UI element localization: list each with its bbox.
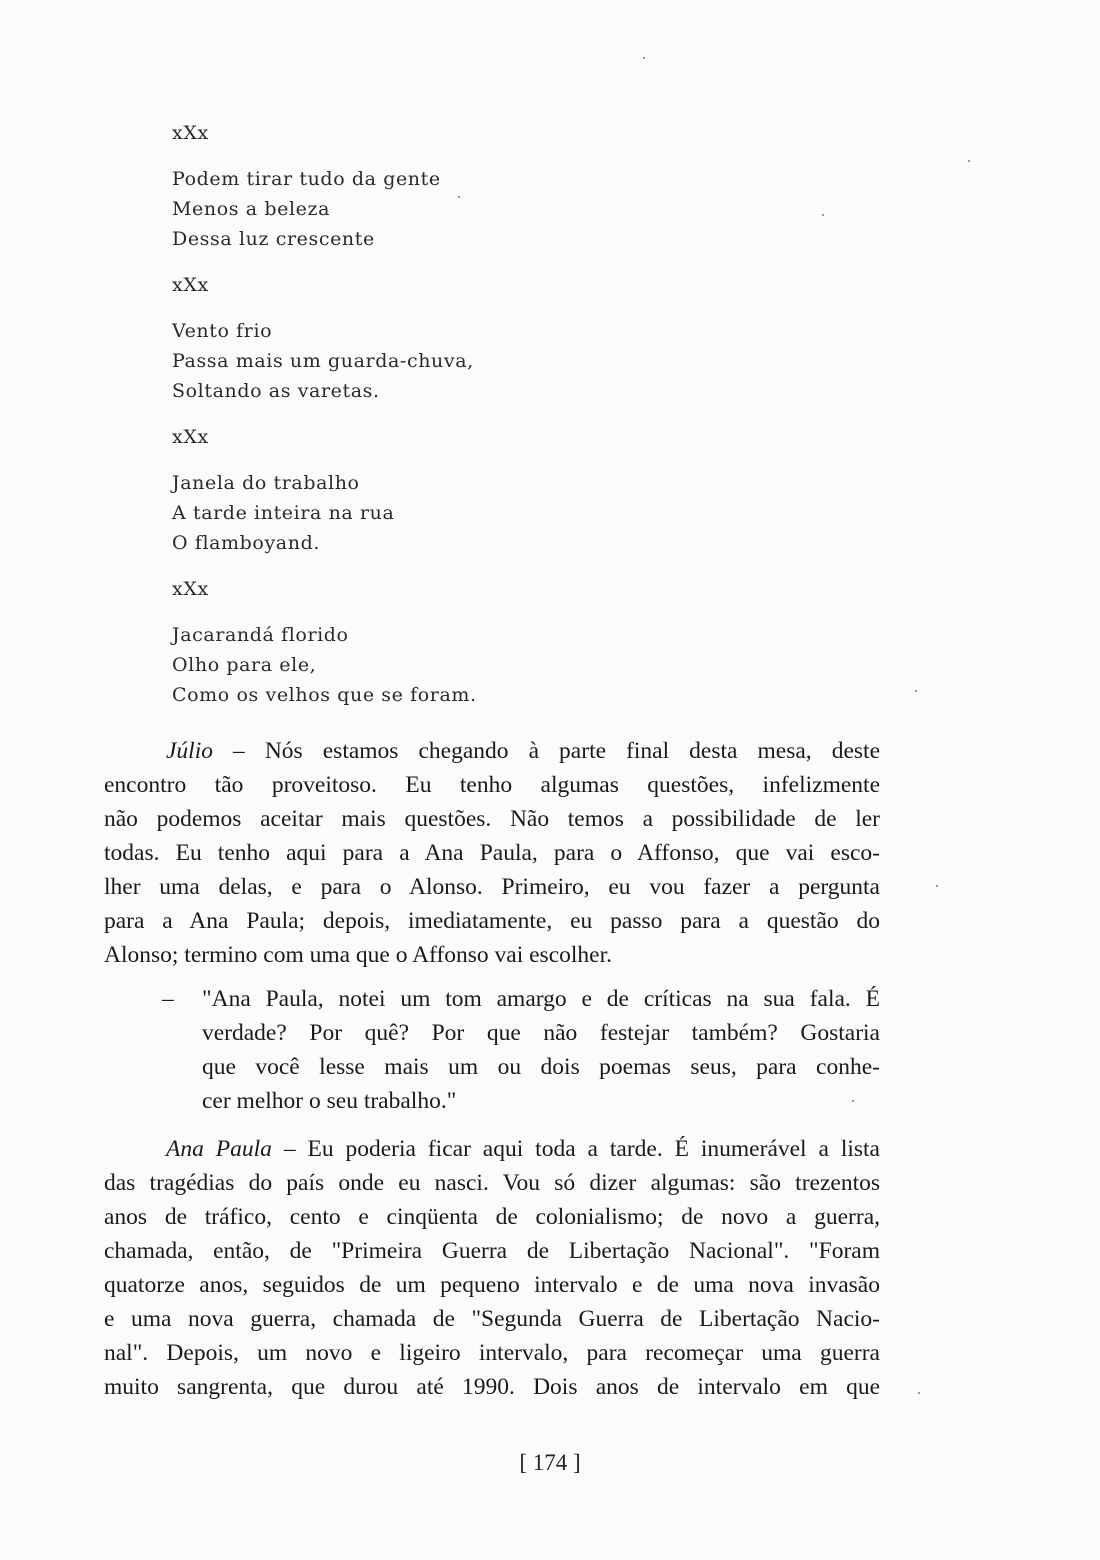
section-separator: xXx xyxy=(172,578,209,600)
poem-line: Olho para ele, xyxy=(172,654,317,676)
paragraph-line: e uma nova guerra, chamada de "Segunda Guerra de Libertação Nacio- xyxy=(104,1306,880,1332)
poem-line: Passa mais um guarda-chuva, xyxy=(172,350,474,372)
question-line: que você lesse mais um ou dois poemas seus, para conhe- xyxy=(202,1054,880,1080)
poem-line: Menos a beleza xyxy=(172,198,330,220)
poem-line: Soltando as varetas. xyxy=(172,380,380,402)
julio-paragraph xyxy=(104,734,880,972)
scan-speck xyxy=(643,57,645,59)
poem-line: Janela do trabalho xyxy=(172,472,360,494)
paragraph-line: lher uma delas, e para o Alonso. Primeiro, eu vou fazer a pergunta xyxy=(104,874,880,900)
paragraph-line: chamada, então, de "Primeira Guerra de Libertação Nacional". "Foram xyxy=(104,1238,880,1264)
scan-speck xyxy=(968,160,970,162)
poem-line: A tarde inteira na rua xyxy=(172,502,395,524)
poem-line: O flamboyand. xyxy=(172,532,320,554)
poem-stanza xyxy=(172,164,692,254)
scan-speck xyxy=(458,196,460,198)
poem-line: Dessa luz crescente xyxy=(172,228,375,250)
paragraph-line xyxy=(104,1132,880,1166)
paragraph-line: quatorze anos, seguidos de um pequeno intervalo e de uma nova invasão xyxy=(104,1272,880,1298)
line-text: – Nós estamos chegando à parte final desta mesa, deste xyxy=(213,738,880,764)
poem-line: Podem tirar tudo da gente xyxy=(172,168,441,190)
scan-speck xyxy=(918,1392,920,1394)
paragraph-line: nal". Depois, um novo e ligeiro intervalo, para recomeçar uma guerra xyxy=(104,1340,880,1366)
speaker-name: Júlio xyxy=(166,738,213,764)
audience-question xyxy=(104,982,880,1118)
question-line: "Ana Paula, notei um tom amargo e de críticas na sua fala. É xyxy=(202,986,880,1012)
paragraph-line: encontro tão proveitoso. Eu tenho algumas questões, infelizmente xyxy=(104,772,880,798)
paragraph-line: das tragédias do país onde eu nasci. Vou só dizer algumas: são trezentos xyxy=(104,1170,880,1196)
poem-line: Jacarandá florido xyxy=(172,624,349,646)
paragraph-line: anos de tráfico, cento e cinqüenta de colonialismo; de novo a guerra, xyxy=(104,1204,880,1230)
section-separator: xXx xyxy=(172,122,209,144)
transcript-text xyxy=(104,734,880,1404)
poem-line: Como os velhos que se foram. xyxy=(172,684,477,706)
page-number: [ 174 ] xyxy=(519,1450,581,1475)
ana-paula-paragraph xyxy=(104,1132,880,1404)
line-text: – Eu poderia ficar aqui toda a tarde. É inumerável a lista xyxy=(271,1136,880,1162)
paragraph-line: para a Ana Paula; depois, imediatamente, eu passo para a questão do xyxy=(104,908,880,934)
paragraph-line: Alonso; termino com uma que o Affonso vai escolher. xyxy=(104,942,612,968)
question-line: cer melhor o seu trabalho." xyxy=(202,1088,457,1114)
scan-speck xyxy=(915,690,917,692)
poem-stanza xyxy=(172,620,692,710)
paragraph-line xyxy=(104,734,880,768)
poem-line: Vento frio xyxy=(172,320,273,342)
question-line: verdade? Por quê? Por que não festejar também? Gostaria xyxy=(202,1020,880,1046)
speaker-name: Ana Paula xyxy=(166,1136,272,1162)
poem-stanza xyxy=(172,316,692,406)
poem-stanza xyxy=(172,468,692,558)
scan-speck xyxy=(852,1100,854,1102)
paragraph-line: não podemos aceitar mais questões. Não temos a possibilidade de ler xyxy=(104,806,880,832)
paragraph-line: muito sangrenta, que durou até 1990. Dois anos de intervalo em que xyxy=(104,1374,880,1400)
poem-section xyxy=(172,118,692,726)
dash-marker: – xyxy=(162,986,174,1012)
paragraph-line: todas. Eu tenho aqui para a Ana Paula, para o Affonso, que vai esco- xyxy=(104,840,880,866)
section-separator: xXx xyxy=(172,274,209,296)
section-separator: xXx xyxy=(172,426,209,448)
scan-speck xyxy=(936,885,938,887)
scan-speck xyxy=(822,214,824,216)
